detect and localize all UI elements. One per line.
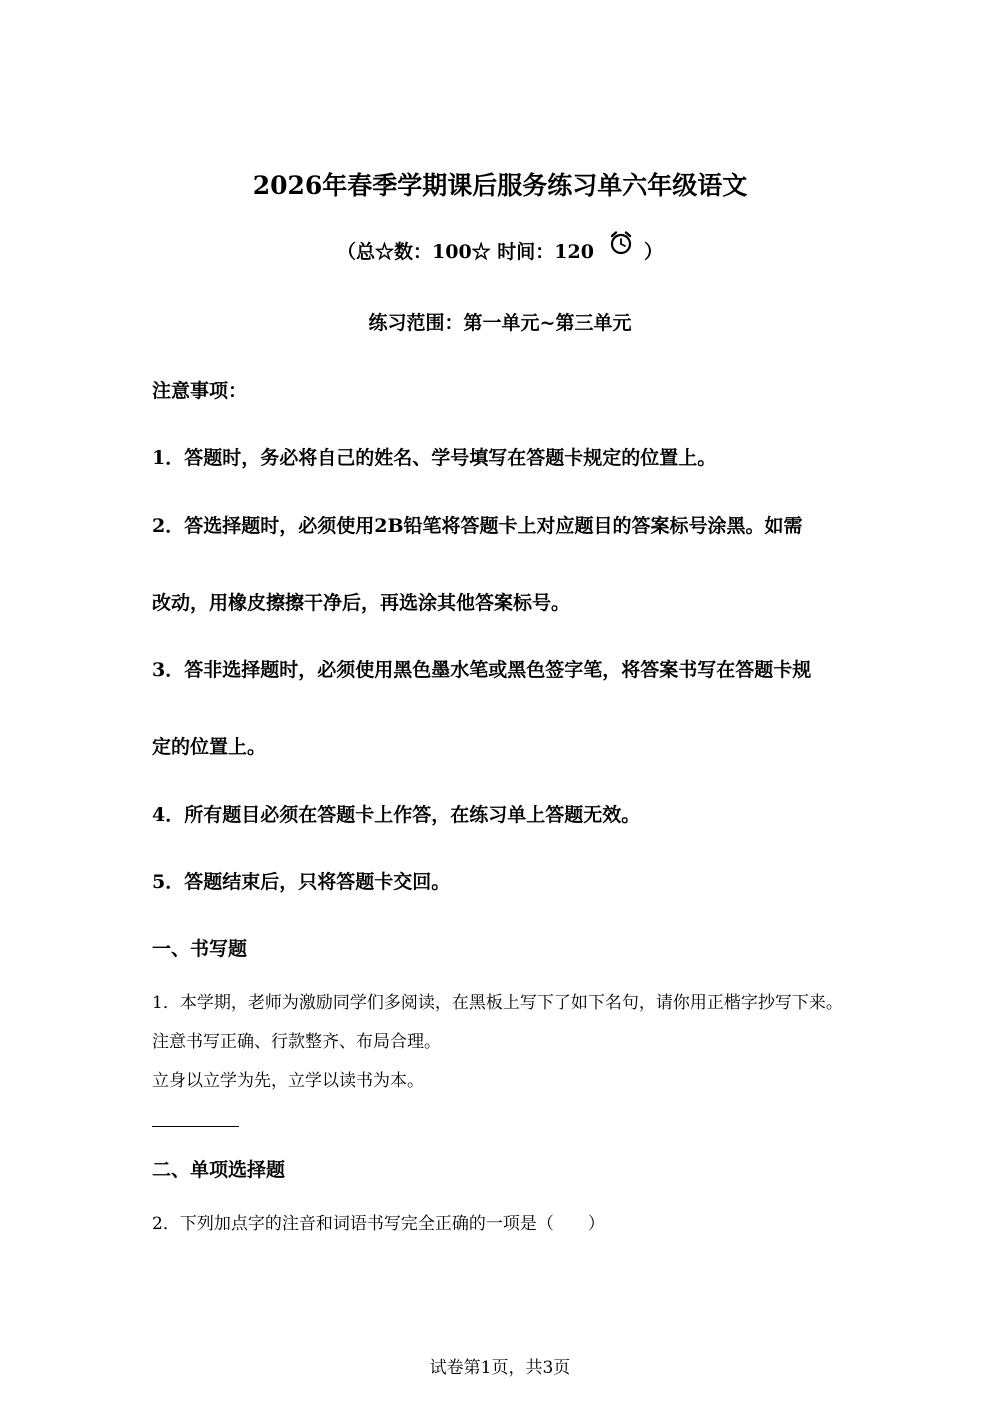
note-line: 2．答选择题时，必须使用2B铅笔将答题卡上对应题目的答案标号涂黑。如需: [152, 515, 803, 537]
page-title: 2026年春季学期课后服务练习单六年级语文: [252, 171, 748, 200]
question-text: 1．本学期，老师为激励同学们多阅读，在黑板上写下了如下名句，请你用正楷字抄写下来。: [152, 993, 843, 1013]
answer-blank-line: [152, 1126, 239, 1127]
page-footer: 试卷第1页，共3页: [429, 1358, 571, 1378]
note-line: 5．答题结束后，只将答题卡交回。: [152, 871, 451, 893]
note-line: 3．答非选择题时，必须使用黑色墨水笔或黑色签字笔，将答案书写在答题卡规: [152, 659, 812, 681]
quote-text: 立身以立学为先，立学以读书为本。: [152, 1071, 424, 1091]
note-line: 改动，用橡皮擦擦干净后，再选涂其他答案标号。: [152, 592, 571, 614]
note-line: 4．所有题目必须在答题卡上作答，在练习单上答题无效。: [152, 804, 641, 826]
question-text: 2．下列加点字的注音和词语书写完全正确的一项是（ ）: [152, 1214, 605, 1234]
score-time-line: [0, 236, 1000, 270]
section-heading-choice: 二、单项选择题: [152, 1159, 286, 1181]
note-line: 1．答题时，务必将自己的姓名、学号填写在答题卡规定的位置上。: [152, 447, 717, 469]
score-time-text: （总☆数：100☆ 时间：120: [337, 241, 594, 263]
score-time-close: ）: [643, 241, 663, 263]
question-text: 注意书写正确、行款整齐、布局合理。: [152, 1032, 441, 1052]
section-heading-writing: 一、书写题: [152, 938, 248, 960]
practice-scope: 练习范围：第一单元~第三单元: [368, 312, 632, 334]
alarm-clock-icon: [608, 230, 634, 264]
notes-heading: 注意事项：: [152, 380, 248, 402]
note-line: 定的位置上。: [152, 736, 267, 758]
